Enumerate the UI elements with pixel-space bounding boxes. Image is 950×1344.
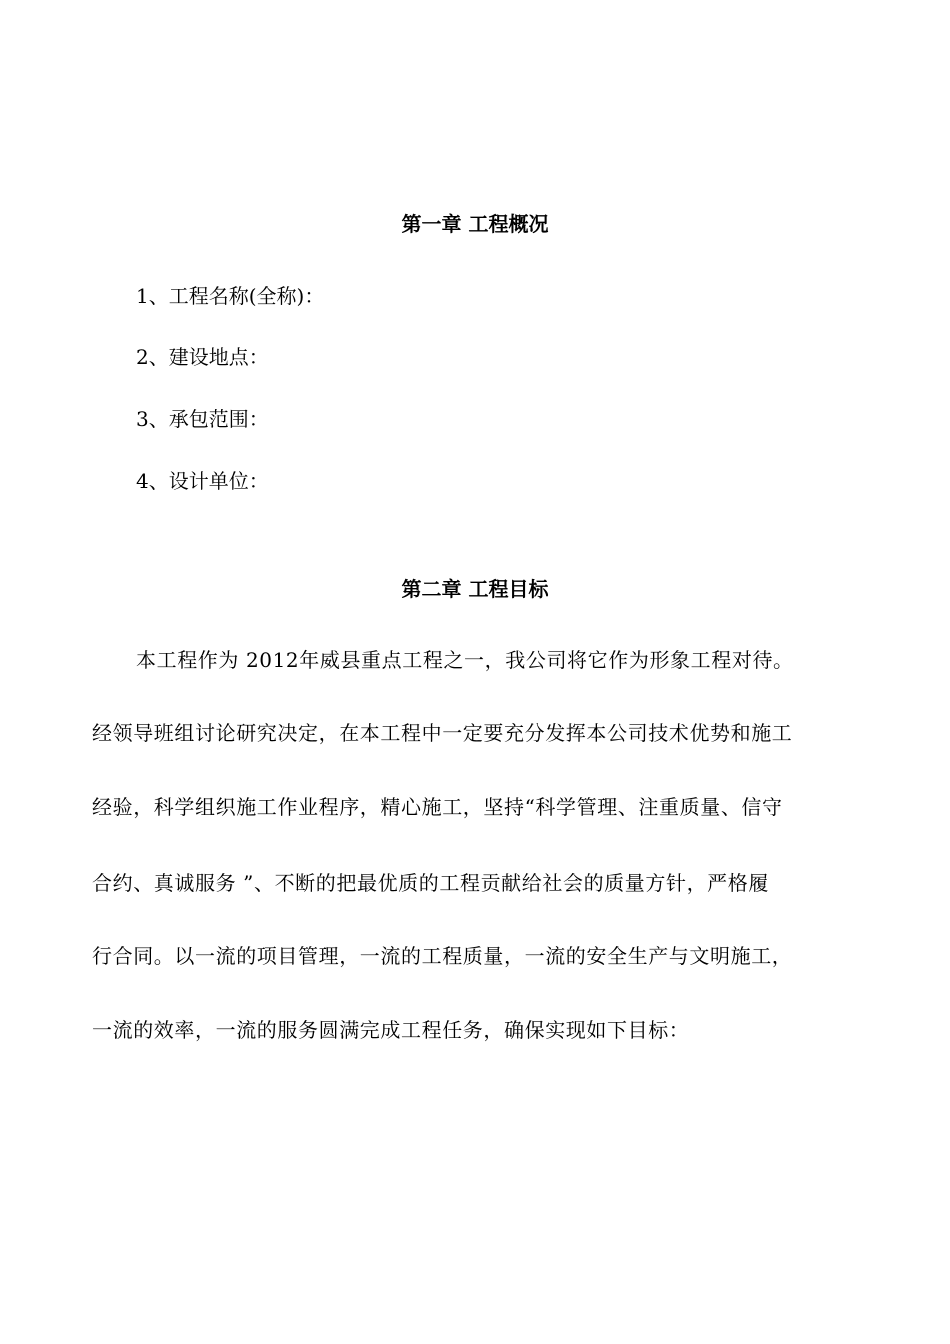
chapter-1-item-project-name: 1、工程名称(全称)： — [136, 284, 325, 308]
chapter-2-paragraph-line: 经领导班组讨论研究决定，在本工程中一定要充分发挥本公司技术优势和施工 — [92, 721, 793, 745]
chapter-1-item-design-unit: 4、设计单位： — [136, 469, 269, 493]
chapter-2-title: 第二章 工程目标 — [401, 577, 549, 601]
chapter-1-item-scope: 3、承包范围： — [136, 407, 269, 431]
chapter-2-paragraph-line: 行合同。以一流的项目管理，一流的工程质量，一流的安全生产与文明施工， — [92, 944, 793, 968]
chapter-1-item-location: 2、建设地点： — [136, 345, 269, 369]
chapter-2-paragraph-line: 一流的效率，一流的服务圆满完成工程任务，确保实现如下目标： — [92, 1018, 690, 1042]
chapter-1-title: 第一章 工程概况 — [401, 212, 549, 236]
chapter-2-paragraph-line: 合约、真诚服务 ”、不断的把最优质的工程贡献给社会的质量方针，严格履 — [92, 871, 769, 895]
chapter-2-paragraph-line: 本工程作为 2012年威县重点工程之一，我公司将它作为形象工程对待。 — [136, 648, 794, 672]
chapter-2-paragraph-line: 经验，科学组织施工作业程序，精心施工，坚持“科学管理、注重质量、信守 — [92, 795, 783, 819]
